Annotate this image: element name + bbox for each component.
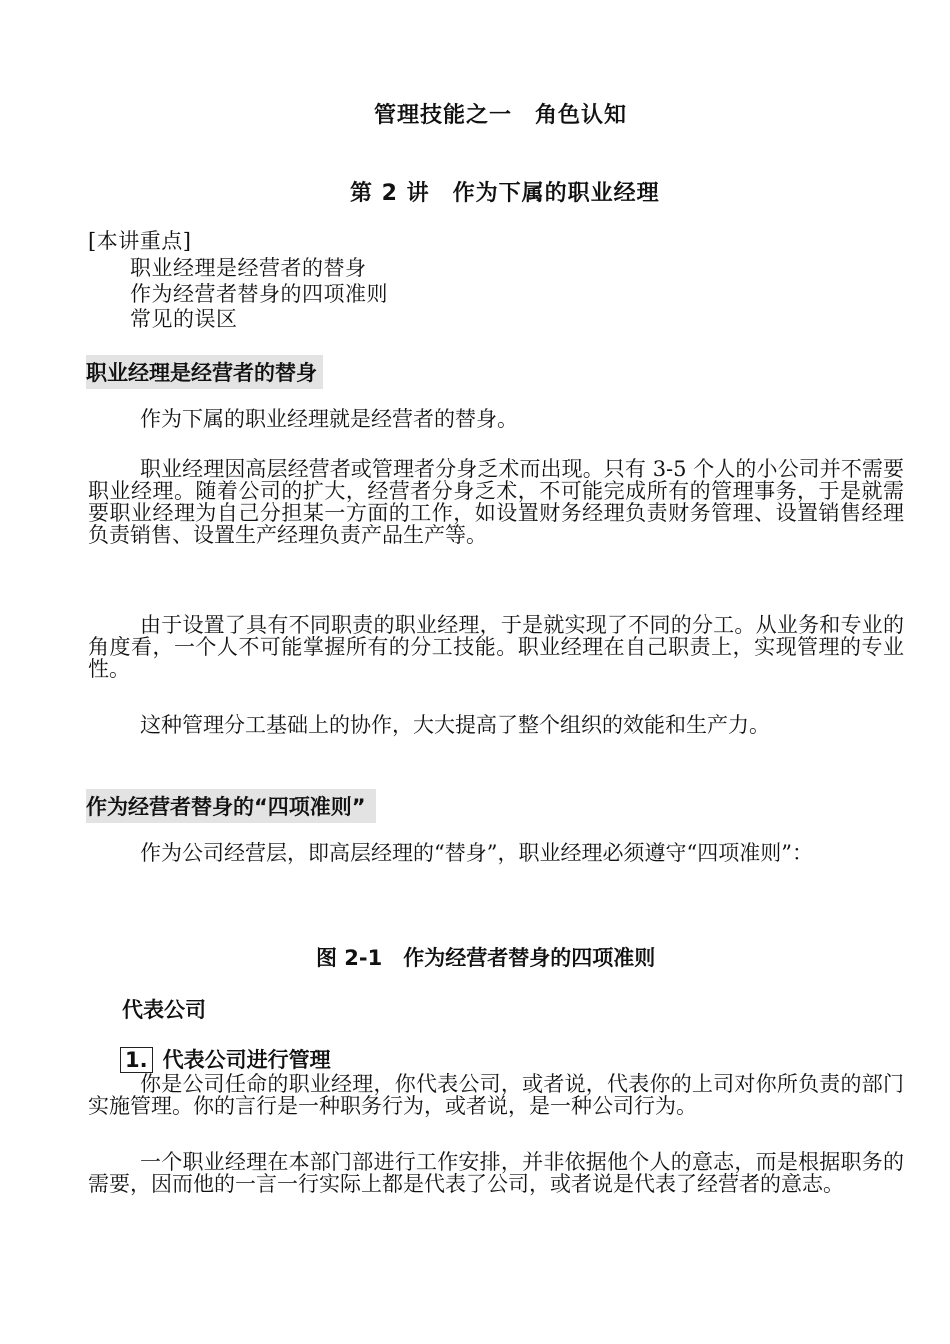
paragraph: 职业经理因高层经营者或管理者分身乏术而出现。只有 3-5 个人的小公司并不需要职业经理。随着公司的扩大，经营者分身乏术，不可能完成所有的管理事务，于是就需要职业经理为自己分担某一方面的工作，如设置财务经理负责财务管理、设置销售经理负责销售、设置生产经理负责产品生产等。 — [88, 457, 904, 547]
key-point-item: 职业经理是经营者的替身 — [130, 256, 367, 280]
document-title: 管理技能之一 角色认知 — [374, 103, 628, 128]
key-point-item: 作为经营者替身的四项准则 — [130, 282, 388, 306]
paragraph: 由于设置了具有不同职责的职业经理，于是就实现了不同的分工。从业务和专业的角度看，一个人不可能掌握所有的分工技能。职业经理在自己职责上，实现管理的专业性。 — [88, 613, 904, 681]
item-number: 1. — [120, 1047, 153, 1073]
section-heading: 作为经营者替身的“四项准则” — [86, 789, 376, 823]
paragraph: 这种管理分工基础上的协作，大大提高了整个组织的效能和生产力。 — [140, 713, 770, 737]
paragraph: 作为公司经营层，即高层经理的“替身”，职业经理必须遵守“四项准则”： — [140, 841, 813, 865]
item-title: 代表公司进行管理 — [162, 1048, 331, 1072]
key-points-label: [本讲重点] — [88, 229, 192, 253]
key-point-item: 常见的误区 — [130, 307, 238, 331]
paragraph: 一个职业经理在本部门部进行工作安排，并非依据他个人的意志，而是根据职务的需要，因而他的一言一行实际上都是代表了公司，或者说是代表了经营者的意志。 — [88, 1150, 904, 1196]
paragraph: 你是公司任命的职业经理，你代表公司，或者说，代表你的上司对你所负责的部门实施管理。你的言行是一种职务行为，或者说，是一种公司行为。 — [88, 1072, 904, 1118]
section-heading: 职业经理是经营者的替身 — [86, 355, 323, 389]
subheading: 代表公司 — [122, 998, 206, 1022]
figure-caption: 图 2-1 作为经营者替身的四项准则 — [316, 946, 656, 970]
numbered-item-title — [120, 1044, 331, 1074]
paragraph: 作为下属的职业经理就是经营者的替身。 — [140, 407, 518, 431]
lecture-title: 第 2 讲 作为下属的职业经理 — [350, 181, 660, 206]
